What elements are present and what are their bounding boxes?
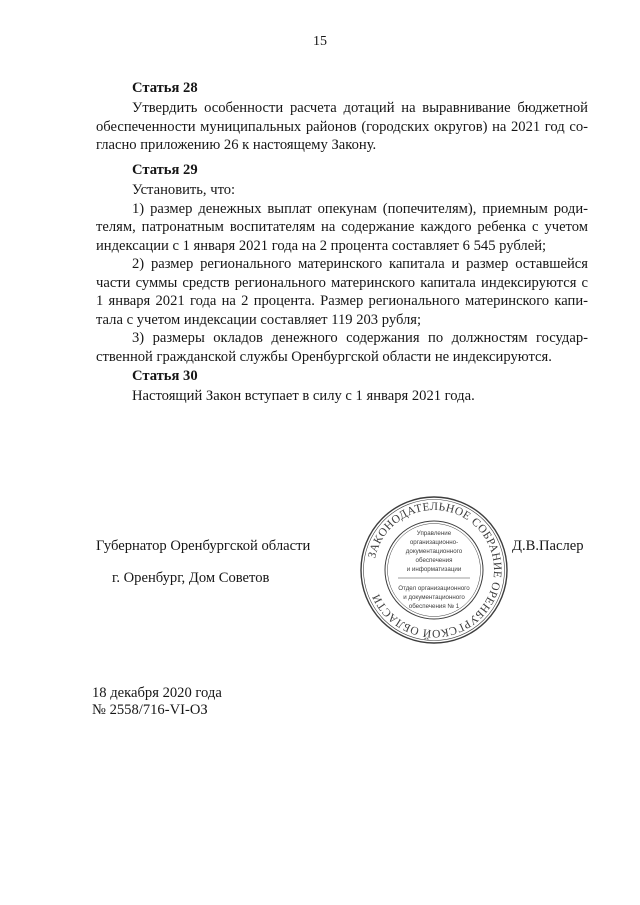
paragraph-line: 3) размеры окладов денежного содержания по должностям государ- [132, 330, 588, 346]
seal-ring-text: ЗАКОНОДАТЕЛЬНОЕ СОБРАНИЕ ОРЕНБУРГСКОЙ ОБЛАСТИ [366, 500, 504, 640]
seal-inner-line: Управление [416, 530, 452, 537]
page-number: 15 [313, 34, 327, 49]
paragraph-line: 2) размер регионального материнского капитала и размер оставшейся [132, 256, 588, 272]
paragraph-line: Установить, что: [132, 182, 236, 198]
official-seal-stamp [358, 494, 510, 646]
seal-inner-line: и документационного [403, 594, 465, 601]
article-29 [96, 160, 588, 366]
seal-inner-line: и информатизации [406, 566, 462, 573]
place-of-signing: г. Оренбург, Дом Советов [112, 570, 270, 586]
paragraph-line: тала с учетом индексации составляет 119 203 рубля; [96, 311, 422, 328]
paragraph-line: ственной гражданской службы Оренбургской области не индексируются. [96, 348, 552, 365]
paragraph-line: гласно приложению 26 к настоящему Закону. [96, 137, 377, 153]
document-number: № 2558/716-VI-ОЗ [92, 702, 208, 718]
seal-inner-line: организационно- [409, 539, 459, 546]
seal-inner-line: обеспечения № 1 [408, 603, 460, 610]
seal-inner-line: документационного [405, 548, 463, 555]
paragraph-line: Настоящий Закон вступает в силу с 1 января 2021 года. [132, 388, 475, 404]
paragraph-line: части суммы средств регионального материнского капитала индексируются с [96, 274, 588, 291]
document-date: 18 декабря 2020 года [92, 685, 222, 701]
article-heading: Статья 30 [132, 368, 198, 384]
paragraph-line: Утвердить особенности расчета дотаций на выравнивание бюджетной [132, 100, 588, 116]
article-28 [96, 78, 588, 155]
paragraph-line: 1 января 2021 года на 2 процента. Размер регионального материнского капи- [96, 293, 588, 309]
seal-inner-line: обеспечения [415, 557, 453, 564]
signatory-name: Д.В.Паслер [512, 538, 584, 554]
article-heading: Статья 29 [132, 162, 198, 178]
paragraph-line: индексации с 1 января 2021 года на 2 процента составляет 6 545 рублей; [96, 237, 547, 254]
article-30 [96, 366, 588, 406]
signatory-title: Губернатор Оренбургской области [96, 538, 311, 554]
paragraph-line: обеспеченности муниципальных районов (городских округов) на 2021 год со- [96, 118, 588, 135]
paragraph-line: 1) размер денежных выплат опекунам (попечителям), приемным роди- [132, 200, 588, 217]
paragraph-line: телям, патронатным воспитателям на содержание каждого ребенка с учетом [96, 219, 588, 235]
seal-inner-line: Отдел организационного [398, 585, 470, 592]
article-heading: Статья 28 [132, 80, 198, 96]
